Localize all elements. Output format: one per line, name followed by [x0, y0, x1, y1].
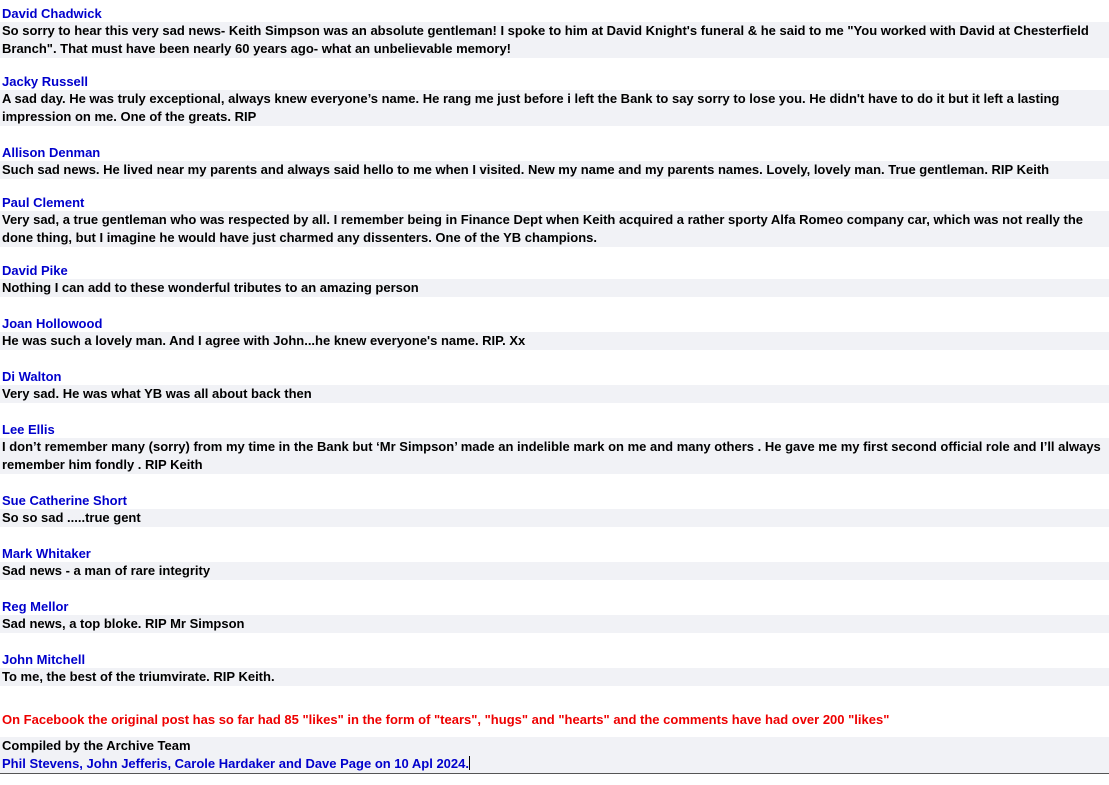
- comment-entry: [0, 421, 1109, 474]
- compiled-by-line: Compiled by the Archive Team: [2, 738, 191, 753]
- comment-entry: [0, 0, 1109, 58]
- spacer: [0, 126, 1109, 144]
- comment-text: He was such a lovely man. And I agree with John...he knew everyone's name. RIP. Xx: [0, 332, 1109, 350]
- spacer: [0, 527, 1109, 545]
- comment-entry: [0, 492, 1109, 527]
- comment-author: Lee Ellis: [0, 421, 1109, 438]
- comment-author: Mark Whitaker: [0, 545, 1109, 562]
- comment-text: A sad day. He was truly exceptional, always knew everyone’s name. He rang me just before i left the Bank to say sorry to lose you. He didn't have to do it but it left a lasting impression on me. One of the greats. RIP: [0, 90, 1109, 126]
- comment-text: So sorry to hear this very sad news- Keith Simpson was an absolute gentleman! I spoke to him at David Knight's funeral & he said to me "You worked with David at Chesterfield Branch". That must have been nearly 60 years ago- what an unbelievable memory!: [0, 22, 1109, 58]
- comment-author: David Chadwick: [0, 5, 1109, 22]
- facebook-likes-note: On Facebook the original post has so far had 85 "likes" in the form of "tears", "hugs" and "hearts" and the comments have had over 200 "likes": [2, 712, 890, 727]
- compiled-names-line[interactable]: [2, 755, 1109, 773]
- spacer: [0, 247, 1109, 262]
- spacer: [0, 297, 1109, 315]
- compiled-by-block: [0, 737, 1109, 774]
- comment-author: Paul Clement: [0, 194, 1109, 211]
- comment-text: Such sad news. He lived near my parents and always said hello to me when I visited. New my name and my parents names. Lovely, lovely man. True gentleman. RIP Keith: [0, 161, 1109, 179]
- comment-text: Nothing I can add to these wonderful tributes to an amazing person: [0, 279, 1109, 297]
- spacer: [0, 633, 1109, 651]
- comment-author: Di Walton: [0, 368, 1109, 385]
- spacer: [0, 474, 1109, 492]
- comment-author: Reg Mellor: [0, 598, 1109, 615]
- comment-author: Joan Hollowood: [0, 315, 1109, 332]
- comment-text: Very sad, a true gentleman who was respected by all. I remember being in Finance Dept when Keith acquired a rather sporty Alfa Romeo company car, which was not really the done thing, but I imagine he would have just charmed any dissenters. One of the YB champions.: [0, 211, 1109, 247]
- text-cursor: [469, 756, 470, 770]
- comment-text: To me, the best of the triumvirate. RIP Keith.: [0, 668, 1109, 686]
- spacer: [0, 179, 1109, 194]
- comment-entry: [0, 194, 1109, 247]
- comment-author: John Mitchell: [0, 651, 1109, 668]
- spacer: [0, 580, 1109, 598]
- spacer: [0, 58, 1109, 73]
- comment-entry: [0, 651, 1109, 686]
- comment-author: Sue Catherine Short: [0, 492, 1109, 509]
- spacer: [0, 729, 1109, 737]
- comment-text: So so sad .....true gent: [0, 509, 1109, 527]
- spacer: [0, 403, 1109, 421]
- comment-text: Sad news, a top bloke. RIP Mr Simpson: [0, 615, 1109, 633]
- comment-text: Sad news - a man of rare integrity: [0, 562, 1109, 580]
- comment-entry: [0, 368, 1109, 403]
- comment-author: David Pike: [0, 262, 1109, 279]
- comment-text: Very sad. He was what YB was all about back then: [0, 385, 1109, 403]
- compiled-names: Phil Stevens, John Jefferis, Carole Hardaker and Dave Page on 10 Apl 2024.: [2, 756, 469, 771]
- comment-entry: [0, 315, 1109, 350]
- comment-entry: [0, 144, 1109, 179]
- comment-entry: [0, 598, 1109, 633]
- comment-author: Allison Denman: [0, 144, 1109, 161]
- comment-text: I don’t remember many (sorry) from my time in the Bank but ‘Mr Simpson’ made an indelible mark on me and many others . He gave me my first second official role and I’ll always remember him fondly . RIP Keith: [0, 438, 1109, 474]
- spacer: [0, 350, 1109, 368]
- comment-entry: [0, 262, 1109, 297]
- spacer: [0, 686, 1109, 711]
- comment-entry: [0, 73, 1109, 126]
- comment-entry: [0, 545, 1109, 580]
- comment-author: Jacky Russell: [0, 73, 1109, 90]
